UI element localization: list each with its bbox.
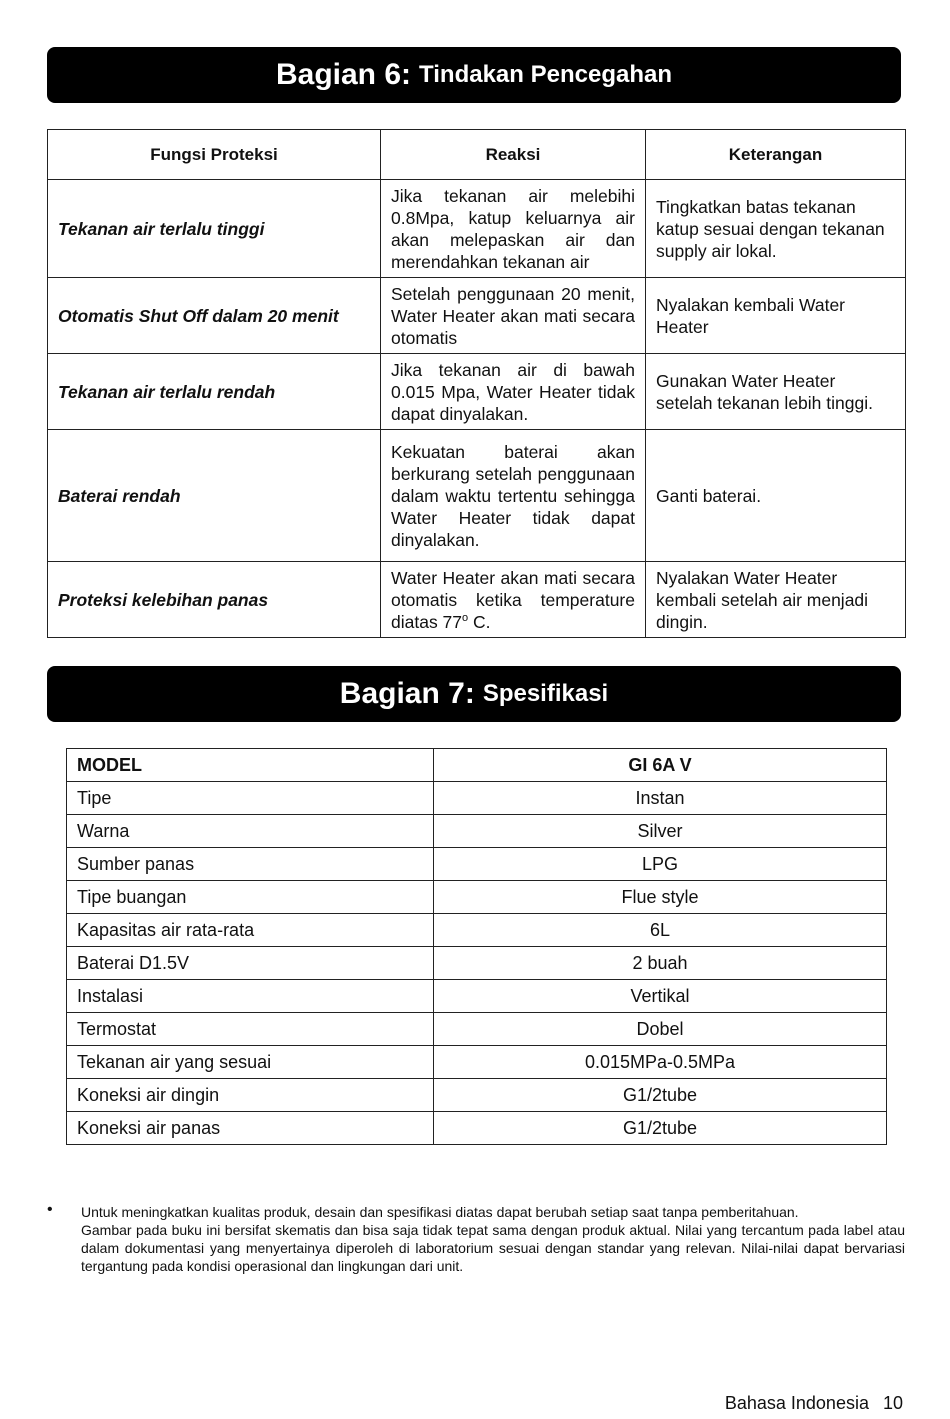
spec-value: Instan [434, 782, 887, 815]
spec-header-row [67, 749, 887, 782]
page-footer [725, 1393, 903, 1414]
spec-row [67, 947, 887, 980]
spec-label: Koneksi air panas [67, 1112, 434, 1145]
spec-value: Flue style [434, 881, 887, 914]
spec-label: Tipe buangan [67, 881, 434, 914]
spec-label: Kapasitas air rata-rata [67, 914, 434, 947]
spec-header-value: GI 6A V [434, 749, 887, 782]
spec-value: G1/2tube [434, 1079, 887, 1112]
protection-function: Otomatis Shut Off dalam 20 menit [48, 278, 381, 354]
spec-label: Termostat [67, 1013, 434, 1046]
spec-value: Dobel [434, 1013, 887, 1046]
footnote [47, 1203, 905, 1275]
protection-function: Baterai rendah [48, 430, 381, 562]
protection-note: Ganti baterai. [646, 430, 906, 562]
protection-function: Tekanan air terlalu rendah [48, 354, 381, 430]
protection-note: Gunakan Water Heater setelah tekanan lebih tinggi. [646, 354, 906, 430]
spec-row [67, 815, 887, 848]
spec-value: 2 buah [434, 947, 887, 980]
spec-row [67, 881, 887, 914]
spec-value: 0.015MPa-0.5MPa [434, 1046, 887, 1079]
degree-superscript: o [462, 611, 469, 624]
protection-function: Tekanan air terlalu tinggi [48, 180, 381, 278]
footnote-line-2: Gambar pada buku ini bersifat skematis dan bisa saja tidak tepat sama dengan produk aktual. Nilai yang tercantum pada label atau dalam dokumentasi yang menyertainya diperoleh di laboratorium sesuai dengan standar yang relevan. Nilai-nilai dapat bervariasi tergantung pada kondisi operasional dan lingkungan dari unit. [81, 1222, 905, 1274]
section-6-label: Bagian 6: [275, 58, 412, 91]
column-header-function: Fungsi Proteksi [48, 130, 381, 180]
protection-row [48, 430, 906, 562]
protection-row [48, 562, 906, 638]
protection-reaction [381, 562, 646, 638]
protection-table-header-row [48, 130, 906, 180]
reaction-text: Water Heater akan mati secara otomatis ketika temperature diatas 77 [391, 567, 635, 632]
spec-row [67, 914, 887, 947]
spec-value: Vertikal [434, 980, 887, 1013]
protection-row [48, 180, 906, 278]
spec-label: Instalasi [67, 980, 434, 1013]
spec-label: Baterai D1.5V [67, 947, 434, 980]
column-header-note: Keterangan [646, 130, 906, 180]
column-header-reaction: Reaksi [381, 130, 646, 180]
reaction-suffix: C. [468, 611, 491, 632]
section-6-title: Tindakan Pencegahan [419, 61, 672, 88]
spec-row [67, 848, 887, 881]
protection-note: Nyalakan kembali Water Heater [646, 278, 906, 354]
section-7-title: Spesifikasi [482, 680, 609, 707]
spec-row [67, 1013, 887, 1046]
specification-table [66, 748, 887, 1145]
spec-row [67, 980, 887, 1013]
spec-label: Tekanan air yang sesuai [67, 1046, 434, 1079]
section-7-header [47, 666, 901, 722]
spec-value: G1/2tube [434, 1112, 887, 1145]
spec-row [67, 1079, 887, 1112]
spec-label: Warna [67, 815, 434, 848]
protection-note: Tingkatkan batas tekanan katup sesuai dengan tekanan supply air lokal. [646, 180, 906, 278]
section-6-header [47, 47, 901, 103]
protection-row [48, 278, 906, 354]
protection-reaction: Setelah penggunaan 20 menit, Water Heater akan mati secara otomatis [381, 278, 646, 354]
spec-label: Koneksi air dingin [67, 1079, 434, 1112]
protection-reaction: Kekuatan baterai akan berkurang setelah penggunaan dalam waktu tertentu sehingga Water Heater tidak dapat dinyalakan. [381, 430, 646, 562]
protection-reaction: Jika tekanan air melebihi 0.8Mpa, katup keluarnya air akan melepaskan air dan merendahkan tekanan air [381, 180, 646, 278]
bullet-icon: • [47, 1201, 53, 1218]
footer-language: Bahasa Indonesia [724, 1393, 869, 1413]
protection-note: Nyalakan Water Heater kembali setelah air menjadi dingin. [646, 562, 906, 638]
spec-value: LPG [434, 848, 887, 881]
protection-reaction: Jika tekanan air di bawah 0.015 Mpa, Water Heater tidak dapat dinyalakan. [381, 354, 646, 430]
spec-row [67, 782, 887, 815]
spec-value: 6L [434, 914, 887, 947]
page-number: 10 [882, 1393, 903, 1413]
spec-row [67, 1046, 887, 1079]
spec-header-label: MODEL [67, 749, 434, 782]
spec-row [67, 1112, 887, 1145]
spec-label: Tipe [67, 782, 434, 815]
spec-label: Sumber panas [67, 848, 434, 881]
protection-function: Proteksi kelebihan panas [48, 562, 381, 638]
spec-value: Silver [434, 815, 887, 848]
footnote-line-1: Untuk meningkatkan kualitas produk, desain dan spesifikasi diatas dapat berubah setiap saat tanpa pemberitahuan. [81, 1204, 799, 1220]
protection-table [47, 129, 906, 638]
protection-row [48, 354, 906, 430]
section-7-label: Bagian 7: [339, 677, 475, 710]
